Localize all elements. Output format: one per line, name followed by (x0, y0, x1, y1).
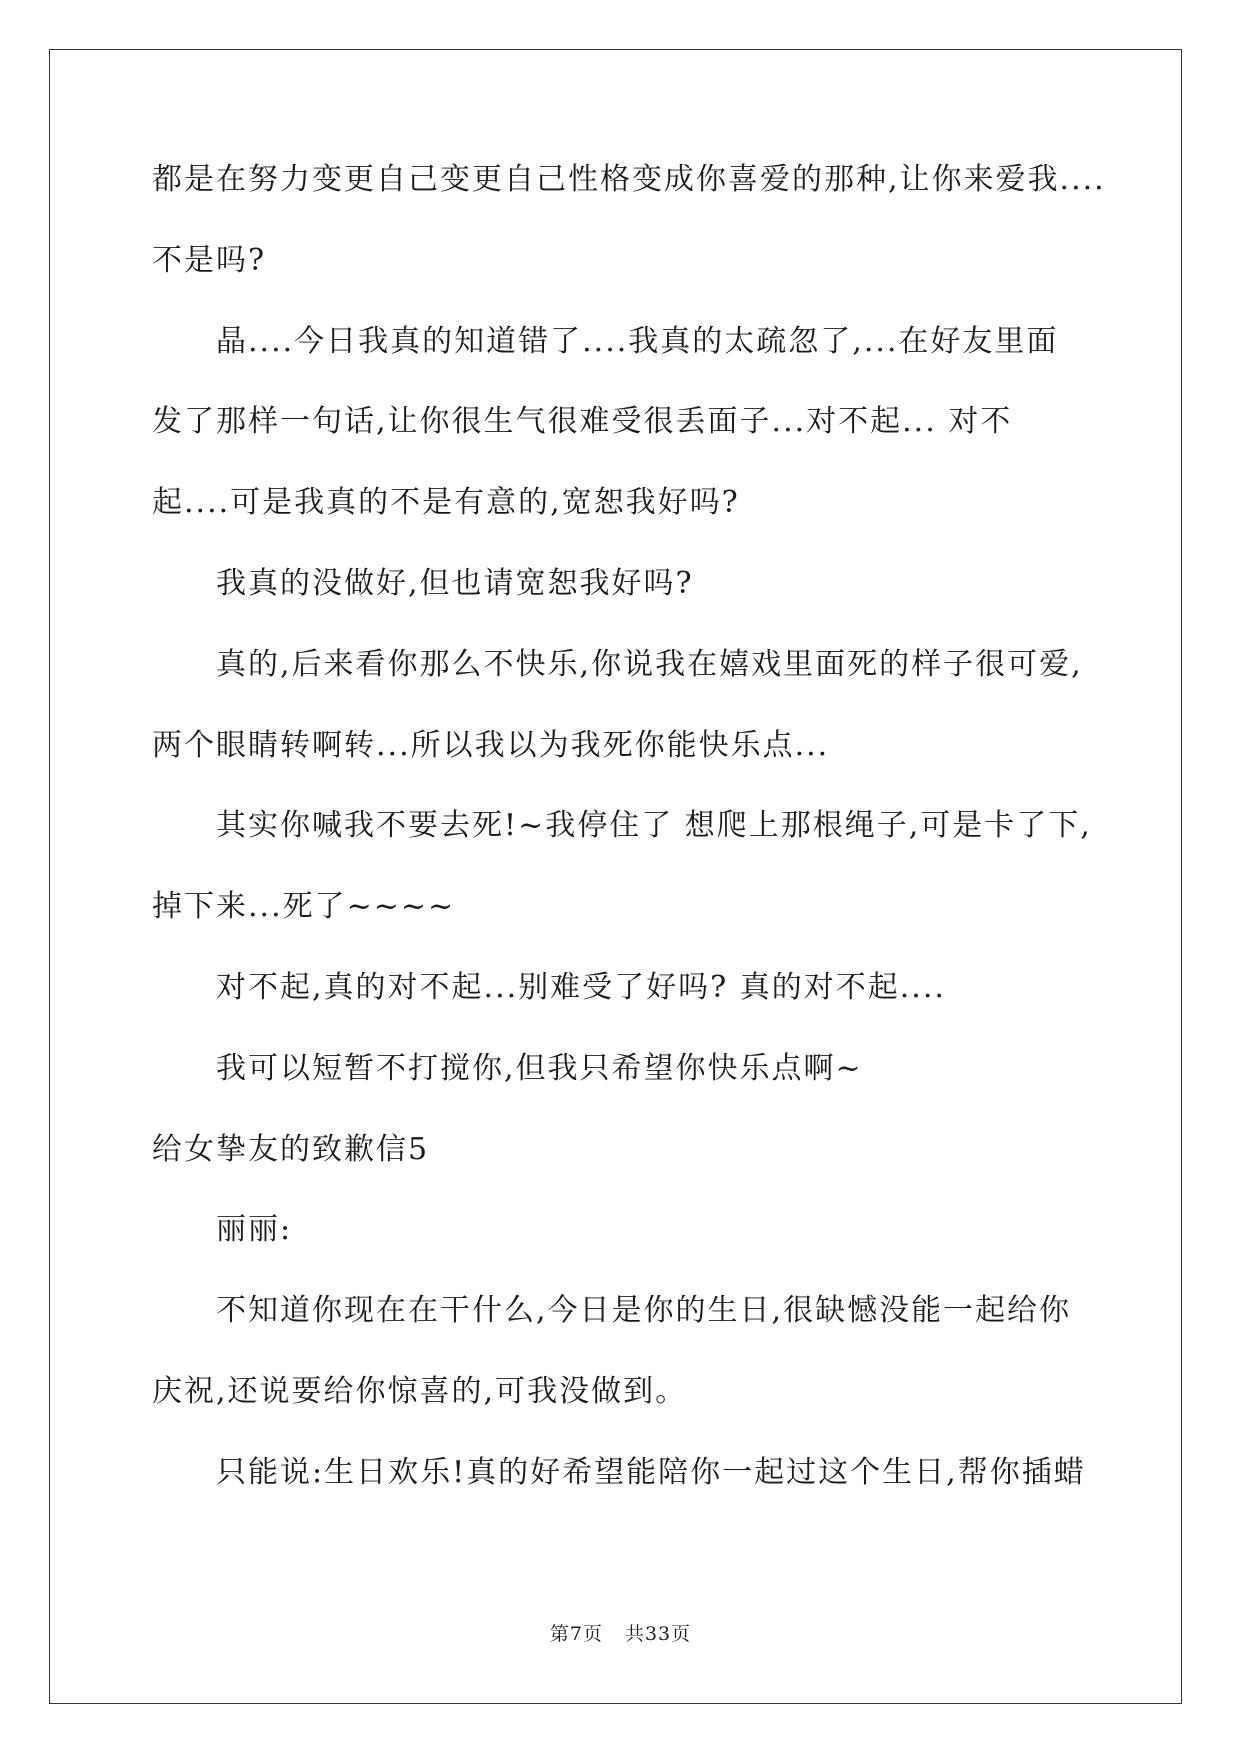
text-line: 不是吗? (152, 242, 267, 278)
text-line: 掉下来...死了~~~~ (152, 889, 456, 925)
text-line: 我可以短暂不打搅你,但我只希望你快乐点啊~ (216, 1050, 863, 1086)
text-line: 两个眼睛转啊转...所以我以为我死你能快乐点... (152, 727, 830, 763)
text-line: 不知道你现在在干什么,今日是你的生日,很缺憾没能一起给你 (216, 1293, 1072, 1329)
salutation: 丽丽: (216, 1212, 293, 1248)
text-line: 我真的没做好,但也请宽恕我好吗? (216, 565, 694, 601)
document-body (152, 162, 1106, 1539)
text-line: 晶....今日我真的知道错了....我真的太疏忽了,...在好友里面 (216, 323, 1059, 359)
text-line: 对不起,真的对不起...别难受了好吗? 真的对不起.... (216, 969, 946, 1005)
page-total: 共33页 (624, 1623, 692, 1645)
text-line: 都是在努力变更自己变更自己性格变成你喜爱的那种,让你来爱我.... (152, 162, 1106, 197)
text-line: 真的,后来看你那么不快乐,你说我在嬉戏里面死的样子很可爱, (216, 646, 1083, 682)
text-line: 其实你喊我不要去死!~我停住了 想爬上那根绳子,可是卡了下, (216, 808, 1092, 844)
text-line: 发了那样一句话,让你很生气很难受很丢面子...对不起... 对不 (152, 404, 1013, 440)
page-number: 第7页 (549, 1623, 603, 1645)
text-line: 只能说:生日欢乐!真的好希望能陪你一起过这个生日,帮你插蜡 (216, 1454, 1086, 1490)
text-line: 起....可是我真的不是有意的,宽恕我好吗? (152, 485, 740, 521)
text-line: 庆祝,还说要给你惊喜的,可我没做到。 (152, 1373, 688, 1409)
section-heading: 给女挚友的致歉信5 (152, 1131, 430, 1167)
page-footer (0, 1619, 1241, 1646)
